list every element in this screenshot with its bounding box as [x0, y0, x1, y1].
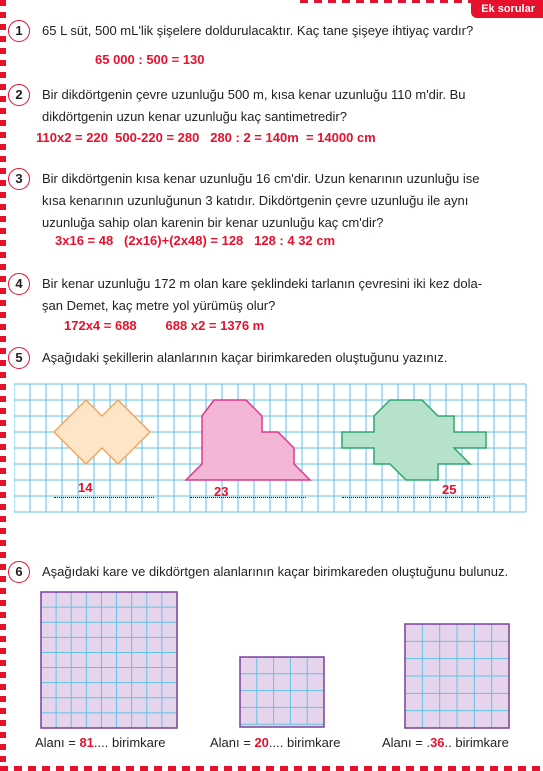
- question-5-number: 5: [8, 347, 30, 369]
- question-1-number: 1: [8, 20, 30, 42]
- section-tag: Ek sorular: [471, 0, 543, 18]
- question-3-line: kısa kenarının uzunluğunun 3 katıdır. Dikdörtgenin çevre uzunluğu ile aynı: [42, 193, 469, 208]
- question-1-text: 65 L süt, 500 mL'lik şişelere doldurulacaktır. Kaç tane şişeye ihtiyaç vardır?: [42, 23, 474, 38]
- question-6-text: Aşağıdaki kare ve dikdörtgen alanlarının kaçar birimkareden oluştuğunu bulunuz.: [42, 564, 509, 579]
- shape-3-answer-line: [342, 497, 490, 498]
- question-4-answer: 172x4 = 688 688 x2 = 1376 m: [64, 318, 265, 333]
- square-6x6: [404, 623, 510, 729]
- question-3-line: uzunluğa sahip olan karenin bir kenar uzunluğu kaç cm'dir?: [42, 215, 384, 230]
- question-3-text: [42, 168, 480, 234]
- green-shape: [342, 400, 486, 480]
- question-6-number: 6: [8, 561, 30, 583]
- question-4-text: [42, 273, 482, 317]
- shape-2-answer-line: [190, 497, 306, 498]
- area-2-value: 20: [254, 735, 269, 750]
- question-4-line: şan Demet, kaç metre yol yürümüş olur?: [42, 298, 276, 313]
- shape-3-answer: 25: [442, 482, 457, 497]
- shape-1-answer: 14: [78, 480, 93, 495]
- square-9x9: [40, 591, 178, 729]
- question-4-line: Bir kenar uzunluğu 172 m olan kare şeklindeki tarlanın çevresini iki kez dola-: [42, 276, 483, 291]
- question-2-answer: 110x2 = 220 500-220 = 280 280 : 2 = 140m = 14000 cm: [36, 130, 376, 145]
- question-3-answer: 3x16 = 48 (2x16)+(2x48) = 128 128 : 4 32 cm: [55, 233, 336, 248]
- area-1: Alanı = 81.... birimkare: [35, 735, 166, 750]
- question-4-number: 4: [8, 273, 30, 295]
- question-3-line: Bir dikdörtgenin kısa kenar uzunluğu 16 cm'dir. Uzun kenarının uzunluğu ise: [42, 171, 480, 186]
- question-2-number: 2: [8, 84, 30, 106]
- rectangle-5x4: [239, 656, 325, 728]
- shape-1-answer-line: [54, 497, 154, 498]
- shape-2-answer: 23: [214, 484, 229, 499]
- question-2-text: [42, 84, 466, 128]
- area-2: Alanı = 20.... birimkare: [210, 735, 341, 750]
- question-3-number: 3: [8, 168, 30, 190]
- question-5-text: Aşağıdaki şekillerin alanlarının kaçar birimkareden oluştuğunu yazınız.: [42, 350, 448, 365]
- pink-shape: [186, 400, 310, 480]
- bottom-dashed-border: [0, 766, 543, 771]
- area-3-value: 36: [430, 735, 445, 750]
- left-dashed-border: [0, 0, 6, 771]
- question-2-line: dikdörtgenin uzun kenar uzunluğu kaç santimetredir?: [42, 109, 347, 124]
- orange-shape: [54, 400, 150, 464]
- question-1-answer: 65 000 : 500 = 130: [95, 52, 205, 67]
- area-1-value: 81: [79, 735, 94, 750]
- area-3: Alanı = .36.. birimkare: [382, 735, 509, 750]
- question-2-line: Bir dikdörtgenin çevre uzunluğu 500 m, kısa kenar uzunluğu 110 m'dir. Bu: [42, 87, 466, 102]
- top-dashed-border: [300, 0, 480, 3]
